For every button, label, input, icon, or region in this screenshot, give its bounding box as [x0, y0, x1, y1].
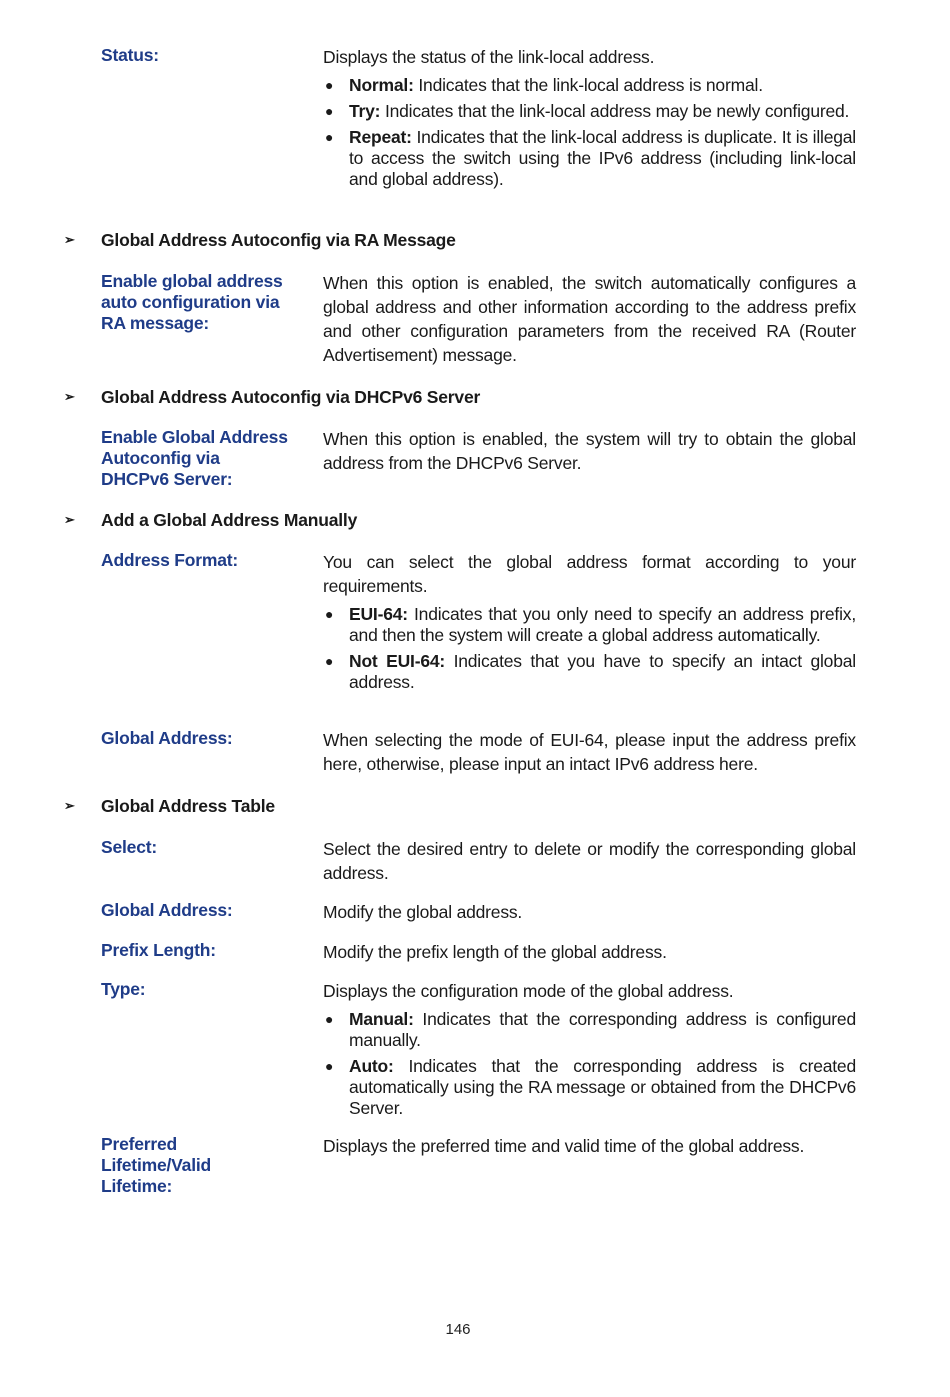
- param-label: Enable Global Address Autoconfig via DHCPv6 Server:: [101, 427, 288, 489]
- param-label: Global Address:: [101, 728, 233, 748]
- bullet-item: [323, 127, 856, 190]
- page-number: 146: [445, 1321, 471, 1338]
- param-description-text: Modify the global address.: [323, 902, 523, 922]
- param-description-text: Displays the status of the link-local address.: [323, 47, 655, 67]
- param-label: Global Address:: [101, 900, 233, 920]
- param-description-text: Displays the configuration mode of the global address.: [323, 981, 734, 1001]
- bullet-term: Try:: [349, 101, 381, 121]
- bullet-item: [323, 75, 856, 96]
- param-description: [323, 728, 856, 776]
- param-label: Status:: [101, 45, 159, 65]
- param-label: Select:: [101, 837, 157, 857]
- param-description: [323, 1134, 856, 1158]
- bullet-term: Auto:: [349, 1056, 394, 1076]
- param-description-text: When selecting the mode of EUI-64, please input the address prefix here, otherwise, please input an intact IPv6 address here.: [323, 730, 856, 774]
- bullet-item: [323, 1009, 856, 1051]
- bullet-text: Indicates that you only need to specify an address prefix, and then the system will create a global address automatically.: [349, 604, 856, 645]
- bullet-list: [323, 75, 856, 190]
- bullet-text: Indicates that the link-local address is duplicate. It is illegal to access the switch using the IPv6 address (including link-local and global address).: [349, 127, 856, 189]
- section-heading-text: Add a Global Address Manually: [101, 510, 358, 530]
- bullet-icon: ●: [325, 1058, 334, 1074]
- bullet-icon: ●: [325, 77, 334, 93]
- bullet-icon: ●: [325, 653, 334, 669]
- bullet-term: Manual:: [349, 1009, 414, 1029]
- bullet-item: [323, 101, 856, 122]
- arrow-bullet-icon: ➢: [64, 389, 75, 404]
- param-description-text: You can select the global address format according to your requirements.: [323, 552, 856, 596]
- param-label: Prefix Length:: [101, 940, 216, 960]
- param-description: [323, 271, 856, 367]
- param-description: [323, 45, 856, 195]
- bullet-term: Repeat:: [349, 127, 412, 147]
- bullet-text: Indicates that the corresponding address is created automatically using the RA message or obtained from the DHCPv6 Server.: [349, 1056, 856, 1118]
- bullet-term: Not EUI-64:: [349, 651, 446, 671]
- param-description: [323, 837, 856, 885]
- arrow-bullet-icon: ➢: [64, 512, 75, 527]
- param-description: [323, 940, 856, 964]
- param-description: [323, 900, 856, 924]
- param-description-text: When this option is enabled, the system will try to obtain the global address from the DHCPv6 Server.: [323, 429, 856, 473]
- bullet-text: Indicates that the link-local address may be newly configured.: [380, 101, 850, 121]
- param-label: Type:: [101, 979, 146, 999]
- param-description-text: Select the desired entry to delete or modify the corresponding global address.: [323, 839, 856, 883]
- bullet-item: [323, 1056, 856, 1119]
- param-label: Address Format:: [101, 550, 239, 570]
- section-heading-text: Global Address Table: [101, 796, 275, 816]
- bullet-icon: ●: [325, 103, 334, 119]
- bullet-item: [323, 651, 856, 693]
- param-label: Enable global address auto configuration via RA message:: [101, 271, 283, 333]
- section-heading-text: Global Address Autoconfig via RA Message: [101, 230, 456, 250]
- bullet-item: [323, 604, 856, 646]
- param-description: [323, 979, 856, 1124]
- section-heading-text: Global Address Autoconfig via DHCPv6 Server: [101, 387, 481, 407]
- param-label: Preferred Lifetime/Valid Lifetime:: [101, 1134, 212, 1196]
- bullet-text: Indicates that the link-local address is normal.: [413, 75, 763, 95]
- arrow-bullet-icon: ➢: [64, 798, 75, 813]
- param-description-text: When this option is enabled, the switch automatically configures a global address and other information according to the address prefix and other configuration parameters from the received RA (Router Advertisement) message.: [323, 273, 856, 365]
- bullet-term: Normal:: [349, 75, 414, 95]
- bullet-text: Indicates that the corresponding address is configured manually.: [349, 1009, 856, 1050]
- param-description: [323, 550, 856, 698]
- bullet-list: [323, 1009, 856, 1119]
- param-description-text: Displays the preferred time and valid time of the global address.: [323, 1136, 805, 1156]
- bullet-icon: ●: [325, 606, 334, 622]
- bullet-list: [323, 604, 856, 693]
- param-description: [323, 427, 856, 475]
- arrow-bullet-icon: ➢: [64, 232, 75, 247]
- param-description-text: Modify the prefix length of the global address.: [323, 942, 667, 962]
- bullet-text: Indicates that you have to specify an intact global address.: [349, 651, 856, 692]
- bullet-term: EUI-64:: [349, 604, 408, 624]
- bullet-icon: ●: [325, 1011, 334, 1027]
- bullet-icon: ●: [325, 129, 334, 145]
